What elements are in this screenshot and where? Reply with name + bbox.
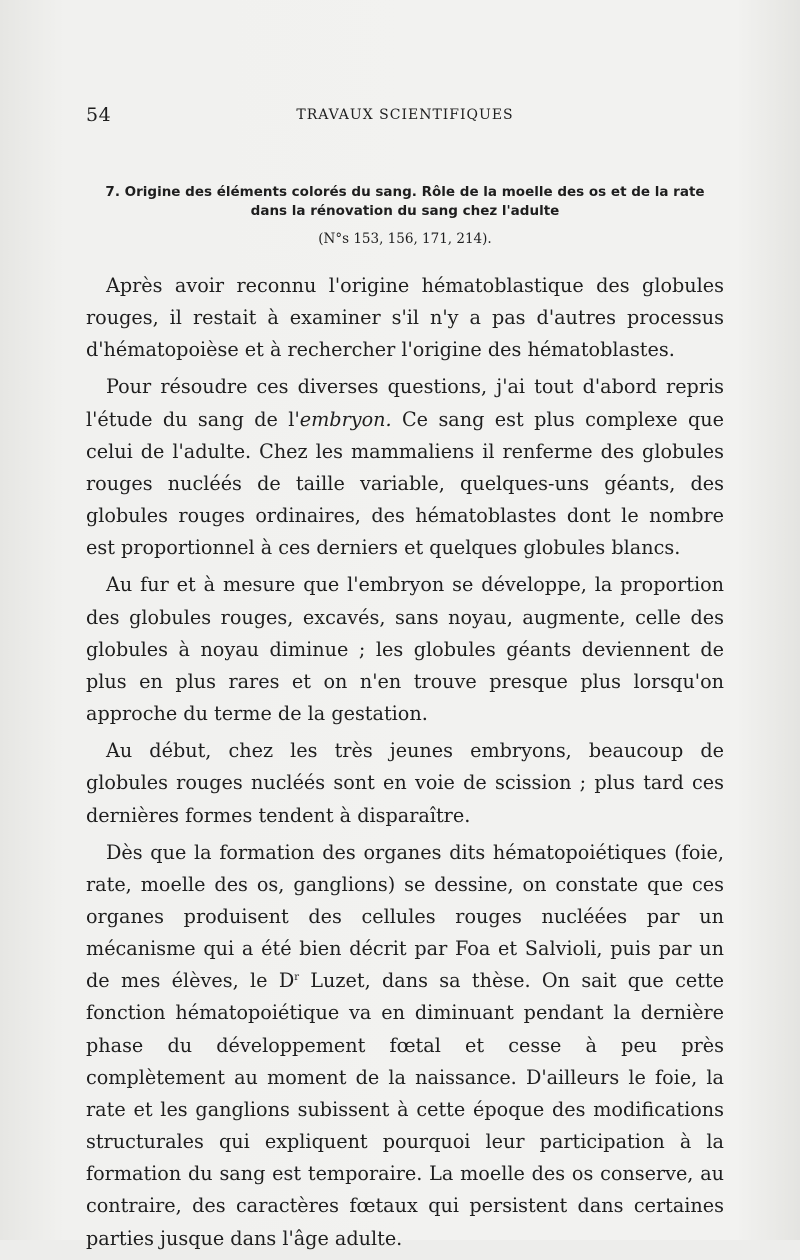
- paragraph-2-end: Ce sang est plus complexe que celui de l'adulte. Chez les mammaliens il renferme des globules rouges nucléés de taille variable, quelques-uns géants, des globules rouges ordinaires, des hématoblastes dont le nombre est proportionnel à ces derniers et quelques globules blancs.: [86, 407, 724, 560]
- section-references: (N°s 153, 156, 171, 214).: [318, 231, 492, 247]
- paragraph-5-end: Luzet, dans sa thèse. On sait que cette fonction hématopoiétique va en diminuant pendant la dernière phase du développement fœtal et cesse à peu près complètement au moment de la naissance. D'ailleurs le foie, la rate et les ganglions subissent à cette époque des modifications structurales qui expliquent pourquoi leur participation à la formation du sang est temporaire. La moelle des os conserve, au contraire, des caractères fœtaux qui persistent dans certaines parties jusque dans l'âge adulte.: [86, 969, 724, 1250]
- section-title-line-1: 7. Origine des éléments colorés du sang. Rôle de la moelle des os et de la rate: [105, 184, 705, 200]
- paragraph-2-emphasis: embryon.: [299, 407, 392, 431]
- paragraph-5-superscript: r: [294, 972, 299, 984]
- paragraph-1: Après avoir reconnu l'origine hématoblastique des globules rouges, il restait à examiner s'il n'y a pas d'autres processus d'hématopoièse et à rechercher l'origine des hématoblastes.: [86, 274, 724, 362]
- running-title: TRAVAUX SCIENTIFIQUES: [296, 107, 514, 123]
- paragraph-2-start: Pour résoudre ces diverses questions, j'ai tout d'abord repris l'étude du sang de l': [86, 375, 724, 431]
- body-text: [86, 270, 724, 1260]
- section-heading: [86, 183, 724, 221]
- paragraph-5: [86, 837, 724, 1255]
- paragraph-2: [86, 371, 724, 564]
- paragraph-4: Au début, chez les très jeunes embryons, beaucoup de globules rouges nucléés sont en voie de scission ; plus tard ces dernières formes tendent à disparaître.: [86, 739, 724, 827]
- page-number: 54: [86, 104, 112, 126]
- paragraph-5-start: Dès que la formation des organes dits hématopoiétiques (foie, rate, moelle des os, ganglions) se dessine, on constate que ces organes produisent des cellules rouges nucléées par un mécanisme qui a été bien décrit par Foa et Salvioli, puis par un de mes élèves, le D: [86, 840, 724, 993]
- running-head: [86, 104, 724, 128]
- section-title-line-2: dans la rénovation du sang chez l'adulte: [250, 203, 560, 219]
- paragraph-3: Au fur et à mesure que l'embryon se développe, la proportion des globules rouges, excavés, sans noyau, augmente, celle des globules à noyau diminue ; les globules géants deviennent de plus en plus rares et on n'en trouve presque plus lorsqu'on approche du terme de la gestation.: [86, 573, 724, 726]
